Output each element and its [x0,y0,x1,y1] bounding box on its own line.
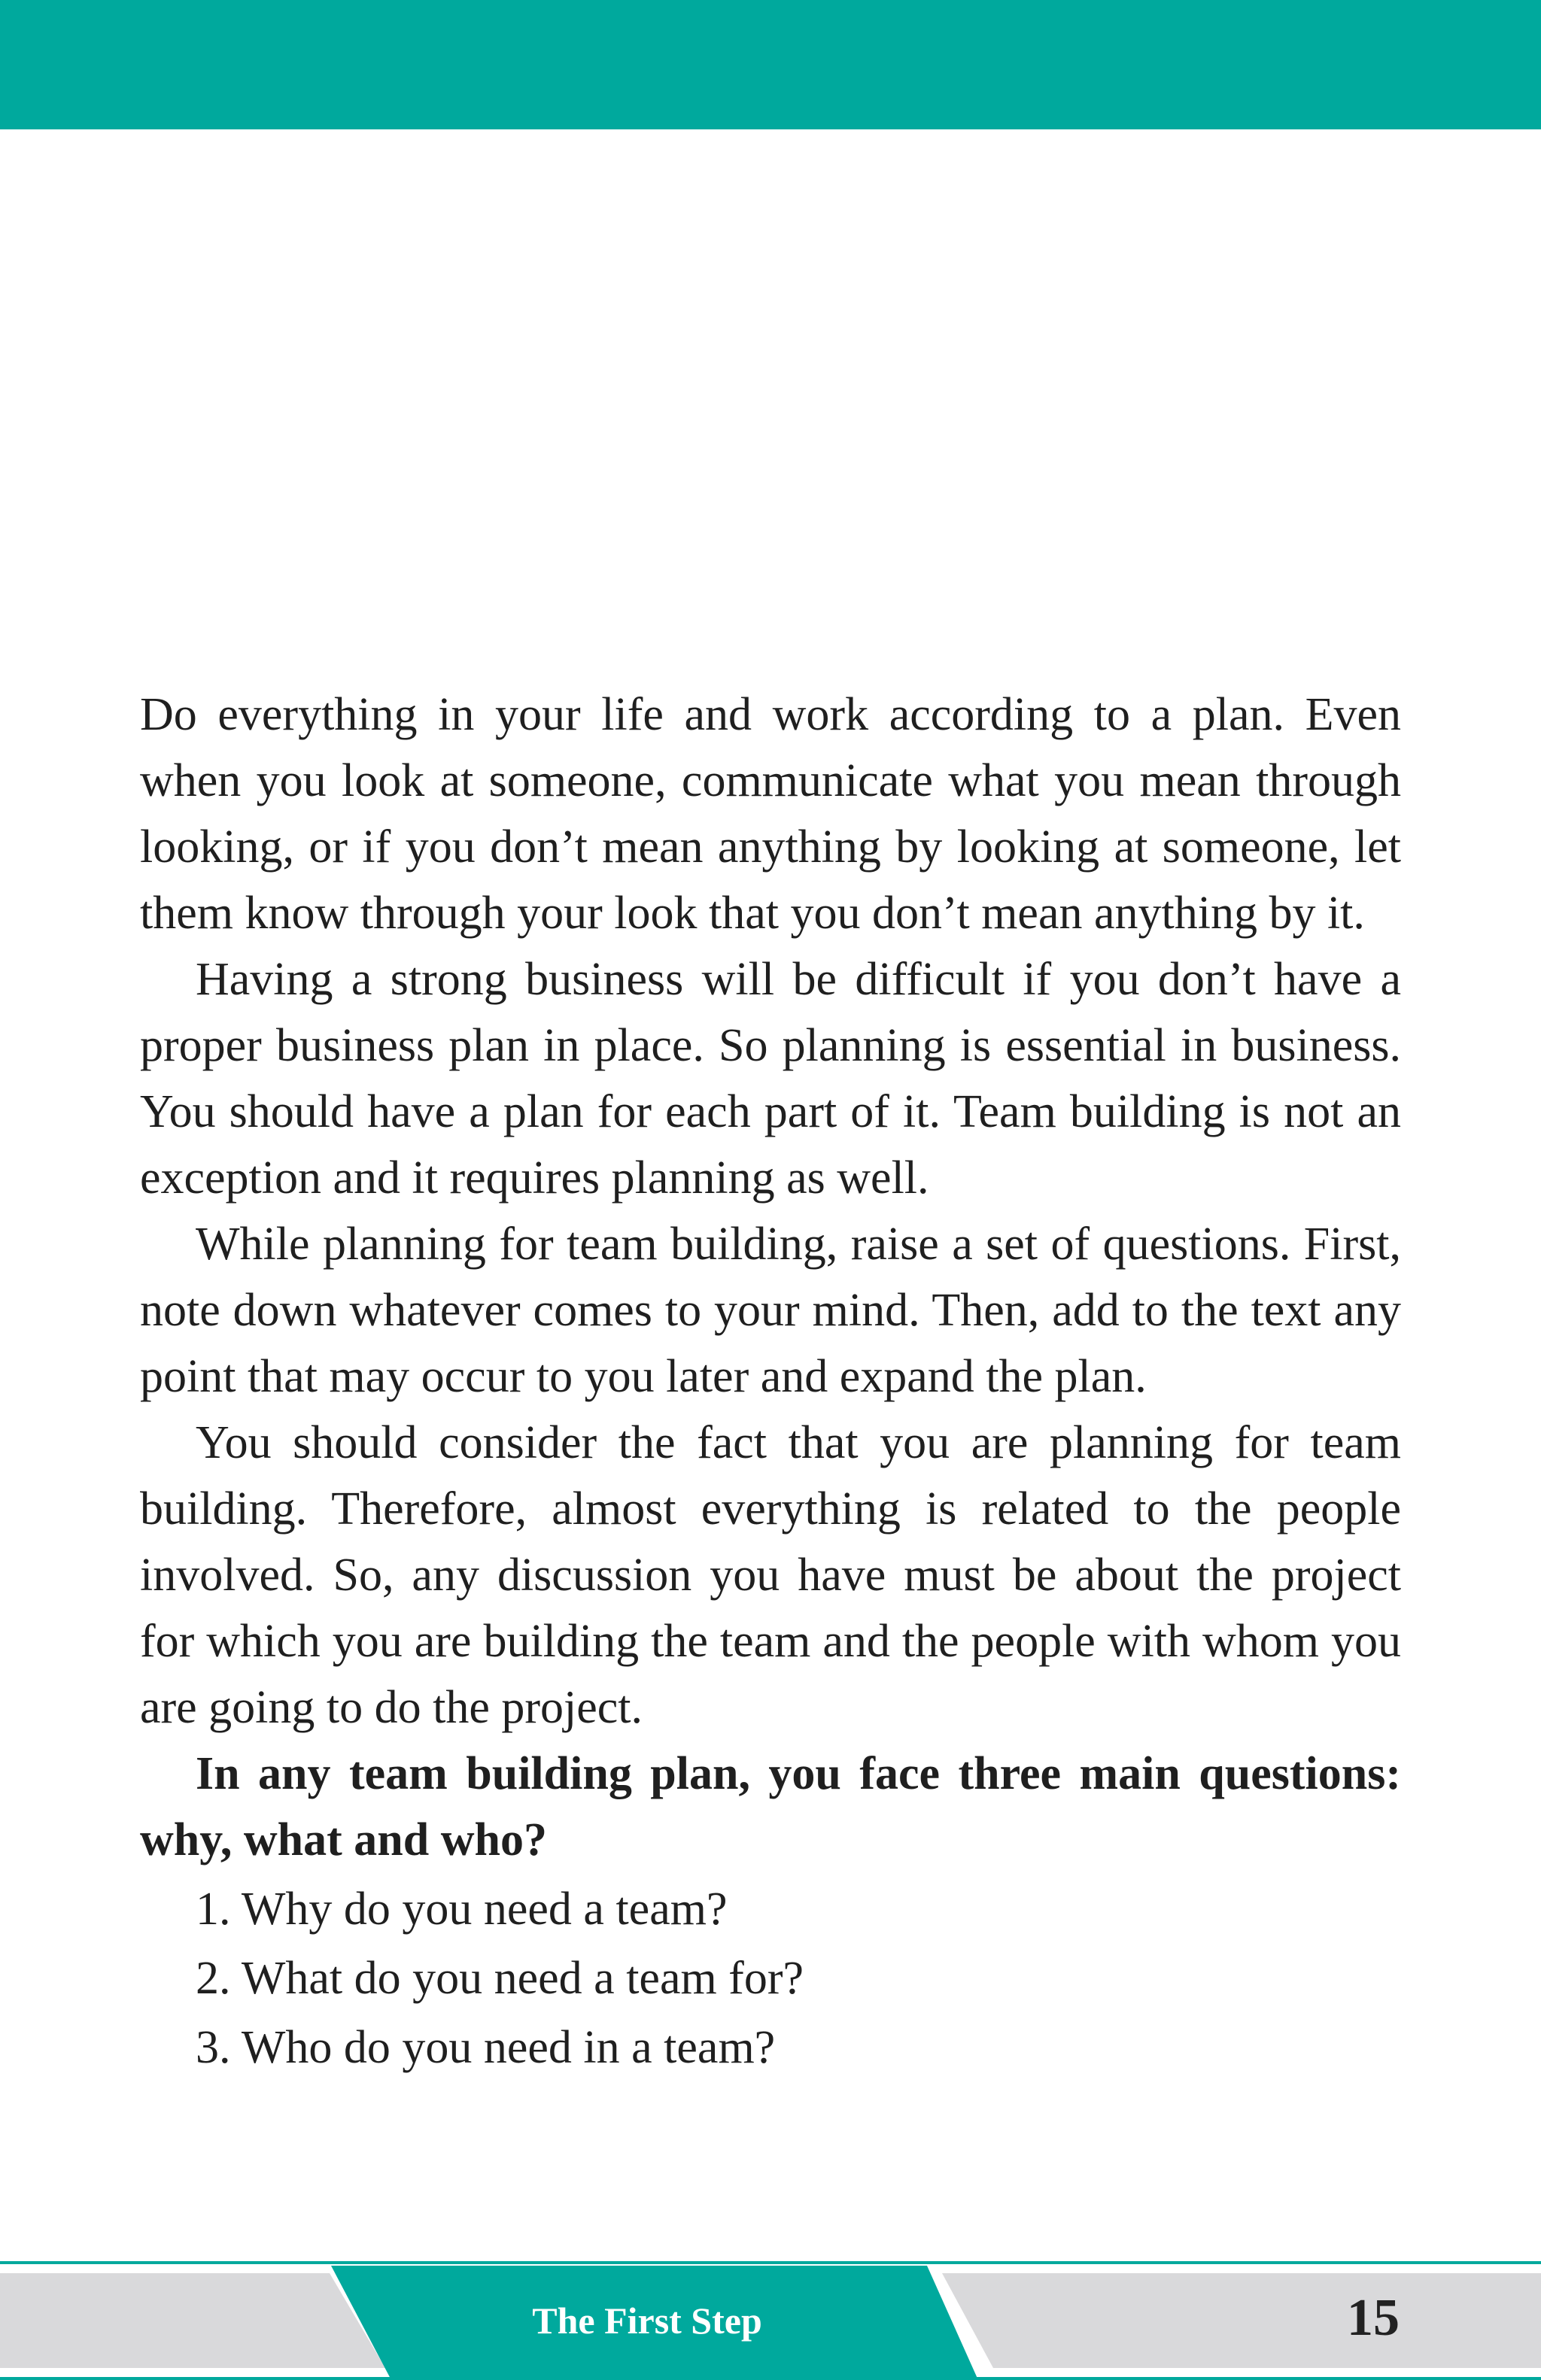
body-text [140,682,1401,2081]
paragraph-2: Having a strong business will be difficult if you don’t have a proper business plan in place. So planning is essential in business. You should have a plan for each part of it. Team building is not an exception and it requires planning as well. [140,954,1401,1204]
list-item: 3. Who do you need in a team? [196,2022,776,2073]
top-header-band [0,0,1541,129]
page-number: 15 [1347,2289,1400,2347]
page-footer [0,2261,1541,2380]
bold-question-paragraph: In any team building plan, you face three main questions: why, what and who? [140,1748,1401,1865]
paragraph-1: Do everything in your life and work according to a plan. Even when you look at someone, communicate what you mean through looking, or if you don’t mean anything by looking at someone, let them know through your look that you don’t mean anything by it. [140,689,1401,939]
paragraph-4: You should consider the fact that you are planning for team building. Therefore, almost everything is related to the people involved. So, any discussion you have must be about the project for which you are building the team and the people with whom you are going to do the project. [140,1417,1401,1733]
paragraph-3: While planning for team building, raise a set of questions. First, note down whatever comes to your mind. Then, add to the text any point that may occur to you later and expand the plan. [140,1219,1401,1402]
running-footer-title: The First Step [532,2300,762,2342]
list-item: 1. Why do you need a team? [196,1884,728,1935]
list-item: 2. What do you need a team for? [196,1953,804,2004]
